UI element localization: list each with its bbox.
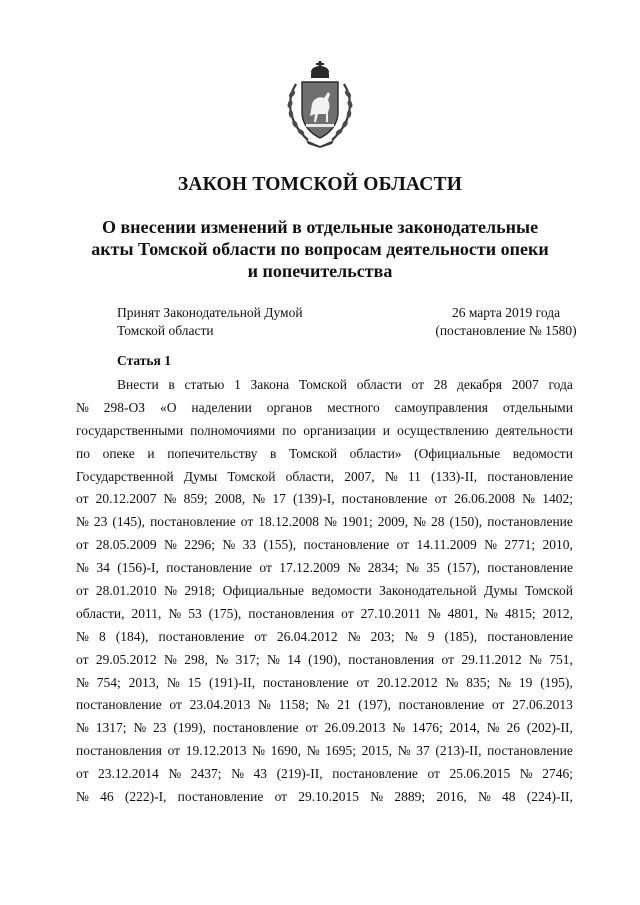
word: № [222, 537, 236, 553]
word: 46 [100, 789, 114, 805]
word: 2746; [542, 766, 573, 782]
word: постановление [398, 697, 485, 713]
word: полномочиями [190, 422, 276, 438]
article-body-line [76, 694, 573, 717]
subject-line: акты Томской области по вопросам деятельности опеки [91, 239, 549, 259]
article-body-line [76, 511, 573, 534]
word: 1402; [542, 491, 573, 507]
word: постановление [150, 514, 236, 530]
word: в [168, 377, 175, 392]
word: № [252, 491, 266, 507]
word: № [347, 560, 361, 576]
word: № [164, 583, 177, 599]
word: постановление [487, 628, 573, 644]
word: № [76, 560, 89, 576]
word: 298-ОЗ [103, 399, 146, 415]
word: № [163, 491, 177, 507]
word: самоуправления [394, 399, 488, 415]
article-body-line [76, 740, 573, 763]
word: 29.10.2015 [298, 789, 360, 805]
article-body-line [76, 603, 573, 626]
word: Законодательной [379, 583, 477, 599]
word: ведомости [311, 583, 372, 599]
word: 1 [234, 377, 241, 392]
subject-line: О внесении изменений в отдельные законодательные [101, 217, 539, 237]
word: 859; [183, 491, 208, 507]
word: от [491, 697, 505, 713]
word: (139)-I, [293, 491, 335, 507]
word: постановление [76, 697, 162, 713]
article-body-line [76, 397, 573, 420]
word: (224)-II, [526, 789, 573, 805]
word: 8 [98, 628, 106, 644]
word: 37 [416, 743, 430, 759]
word: Думы [183, 468, 218, 484]
word: 2889; [394, 789, 426, 805]
word: постановление [487, 468, 573, 484]
word: 1901; [341, 514, 373, 530]
word: от [254, 628, 267, 644]
word: 2437; [190, 766, 222, 782]
word: (190), [308, 651, 341, 667]
word: постановление [158, 628, 245, 644]
word: Томской [298, 377, 347, 392]
subject-line: и попечительства [247, 261, 393, 281]
word: области, [285, 468, 335, 484]
word: области, [76, 605, 125, 621]
word: области [356, 377, 402, 392]
word: 48 [502, 789, 516, 805]
word: 4815; [504, 605, 536, 621]
word: наделении [191, 399, 252, 415]
article-body-line [76, 672, 573, 695]
word: 17.12.2009 [279, 560, 341, 576]
word: № [258, 697, 271, 713]
word: 27.10.2011 [360, 605, 421, 621]
word: попечительству [167, 445, 258, 461]
word: 2012, [542, 605, 573, 621]
adoption-date [421, 304, 591, 340]
law-title: ЗАКОН ТОМСКОЙ ОБЛАСТИ [177, 174, 463, 195]
word: 21 [337, 697, 351, 713]
word: № [405, 560, 419, 576]
word: постановления [76, 743, 162, 759]
word: 2013, [128, 674, 159, 690]
word: № [427, 605, 441, 621]
word: 11 [407, 468, 421, 484]
word: отдельными [502, 399, 573, 415]
word: 2016, [436, 789, 467, 805]
word: (155), [263, 537, 297, 553]
word: постановление [166, 560, 252, 576]
word: № [384, 468, 398, 484]
word: 2015, [361, 743, 393, 759]
word: 26 [506, 720, 520, 736]
word: по [76, 445, 90, 461]
word: от [441, 651, 454, 667]
word: 754; [96, 674, 121, 690]
word: 2296; [184, 537, 216, 553]
word: постановление [262, 674, 349, 690]
word: (150), [449, 514, 483, 530]
word: № [522, 491, 536, 507]
word: «О [159, 399, 177, 415]
word: 2009, [377, 514, 409, 530]
word: по [282, 422, 297, 438]
word: 53 [188, 605, 202, 621]
word: 26.06.2008 [454, 491, 516, 507]
word: 298, [184, 651, 208, 667]
word: № [485, 605, 498, 621]
word: 1158; [278, 697, 309, 713]
word: 25.06.2015 [449, 766, 511, 782]
word: постановление [212, 720, 299, 736]
word: № [484, 537, 497, 553]
word: № [486, 720, 500, 736]
word: (219)-II, [276, 766, 323, 782]
word: статью [184, 377, 225, 392]
word: организации [303, 422, 376, 438]
article-body-line [76, 763, 573, 786]
article-body-line [76, 626, 573, 649]
word: № [133, 720, 147, 736]
word: 35 [426, 560, 440, 576]
word: № [252, 743, 266, 759]
word: Томской [227, 468, 276, 484]
word: 23.12.2014 [98, 766, 159, 782]
word: 20.12.2012 [376, 674, 438, 690]
word: от [274, 789, 288, 805]
word: № [231, 766, 244, 782]
word: 2834; [367, 560, 399, 576]
word: № [519, 766, 533, 782]
word: Томской [524, 583, 573, 599]
word: 1317; [95, 720, 127, 736]
word: Закона [250, 377, 290, 392]
adopted-by-line: Принят Законодательной Думой [117, 305, 303, 320]
word: (175), [208, 605, 242, 621]
word: № [324, 514, 337, 530]
word: № [164, 651, 177, 667]
word: декабря [456, 377, 503, 392]
word: постановление [303, 537, 390, 553]
resolution-number: (постановление № 1580) [435, 323, 577, 338]
word: 28 [431, 514, 445, 530]
word: 2007 [511, 377, 539, 392]
word: 19.12.2013 [185, 743, 247, 759]
word: № [370, 789, 384, 805]
word: органов [266, 399, 313, 415]
word: Государственной [76, 468, 174, 484]
word: Официальные [222, 583, 305, 599]
word: от [434, 491, 448, 507]
word: опеке [102, 445, 135, 461]
article-heading: Статья 1 [117, 353, 171, 368]
word: ведомости [512, 445, 573, 461]
adopted-by [117, 304, 377, 340]
word: № [404, 628, 418, 644]
word: деятельности [495, 422, 573, 438]
word: (157), [447, 560, 480, 576]
word: 17 [272, 491, 286, 507]
word: 14.11.2009 [416, 537, 477, 553]
word: постановление [341, 491, 428, 507]
word: постановление [487, 560, 573, 576]
word: государственными [76, 422, 184, 438]
word: 2011, [131, 605, 162, 621]
word: Томской [288, 445, 338, 461]
word: от [76, 651, 89, 667]
word: 751, [549, 651, 573, 667]
word: 2010, [542, 537, 573, 553]
word: 28 [433, 377, 448, 392]
word: 2771; [504, 537, 536, 553]
word: от [240, 514, 254, 530]
word: № [316, 697, 330, 713]
word: 23 [93, 514, 108, 530]
word: 1695; [325, 743, 357, 759]
word: 20.12.2007 [95, 491, 157, 507]
law-subject [60, 216, 580, 282]
word: № [76, 514, 89, 530]
word: (185), [444, 628, 478, 644]
word: 2918; [184, 583, 216, 599]
word: постановления [248, 605, 335, 621]
word: постановление [177, 789, 264, 805]
article-body-line [76, 557, 573, 580]
word: (213)-II, [435, 743, 482, 759]
word: (133)-II, [431, 468, 478, 484]
word: и [382, 422, 390, 438]
word: 1690, [270, 743, 302, 759]
word: 28.05.2009 [95, 537, 157, 553]
word: № [76, 789, 89, 805]
word: 835; [466, 674, 491, 690]
word: (197), [358, 697, 391, 713]
word: № [215, 651, 229, 667]
word: 26.09.2013 [324, 720, 386, 736]
word: постановления [348, 651, 435, 667]
word: (156)-I, [117, 560, 159, 576]
word: 2007, [344, 468, 375, 484]
word: местного [327, 399, 380, 415]
word: № [392, 720, 406, 736]
article-body-line [76, 786, 573, 809]
word: от [167, 743, 181, 759]
word: Думы [484, 583, 518, 599]
word: № [76, 720, 89, 736]
word: № [413, 514, 427, 530]
article-body-line [76, 649, 573, 672]
word: № [306, 743, 320, 759]
word: (202)-II, [526, 720, 573, 736]
word: в [270, 445, 277, 461]
word: № [477, 789, 491, 805]
word: № [76, 674, 89, 690]
word: от [76, 491, 89, 507]
word: от [76, 583, 89, 599]
word: 4801, [447, 605, 479, 621]
word: постановление [487, 514, 573, 530]
word: № [166, 674, 180, 690]
word: № [445, 674, 459, 690]
word: (195), [540, 674, 573, 690]
word: № [168, 605, 182, 621]
article-body-line [76, 420, 573, 443]
word: 33 [242, 537, 257, 553]
word: от [259, 560, 272, 576]
word: постановление [332, 766, 418, 782]
word: 29.05.2012 [95, 651, 157, 667]
word: 43 [253, 766, 268, 782]
word: года [548, 377, 573, 392]
adoption-date-line: 26 марта 2019 года [451, 305, 561, 320]
word: от [427, 766, 440, 782]
word: Внести [117, 377, 159, 392]
article-body-line [76, 580, 573, 603]
tomsk-coat-of-arms-icon [282, 60, 358, 148]
word: от [76, 537, 89, 553]
article-body-line [76, 466, 573, 489]
word: и [147, 445, 155, 461]
word: (145), [112, 514, 146, 530]
adopted-by-line: Томской области [117, 323, 214, 338]
word: 203; [370, 628, 395, 644]
word: от [411, 377, 425, 392]
article-body-line [76, 374, 573, 397]
word: № [397, 743, 411, 759]
word: 23.04.2013 [189, 697, 251, 713]
word: 27.06.2013 [512, 697, 573, 713]
article-body-line [76, 534, 573, 557]
word: от [76, 766, 89, 782]
word: 1476; [411, 720, 443, 736]
word: от [305, 720, 318, 736]
article-body-line [76, 443, 573, 466]
word: 14 [287, 651, 301, 667]
word: осуществлению [396, 422, 489, 438]
word: (191)-II, [208, 674, 256, 690]
word: № [76, 399, 89, 415]
word: (Официальные [414, 445, 501, 461]
word: (222)-I, [124, 789, 167, 805]
word: постановление [487, 743, 573, 759]
word: области» [349, 445, 402, 461]
word: № [76, 628, 89, 644]
word: 34 [96, 560, 110, 576]
word: (184), [115, 628, 149, 644]
word: № [529, 651, 542, 667]
word: 9 [427, 628, 435, 644]
word: 317; [235, 651, 260, 667]
word: от [356, 674, 369, 690]
word: от [341, 605, 354, 621]
word: от [169, 697, 182, 713]
word: 26.04.2012 [276, 628, 338, 644]
word: (199), [173, 720, 206, 736]
word: № [347, 628, 361, 644]
word: № [163, 537, 177, 553]
word: 2008, [214, 491, 246, 507]
word: от [396, 537, 410, 553]
article-body-line [76, 488, 573, 511]
word: № [498, 674, 511, 690]
word: 28.01.2010 [95, 583, 157, 599]
word: 29.11.2012 [461, 651, 522, 667]
word: 2014, [449, 720, 480, 736]
article-body [76, 374, 573, 809]
word: 23 [153, 720, 167, 736]
word: 15 [187, 674, 202, 690]
word: № [267, 651, 280, 667]
word: № [168, 766, 182, 782]
word: 18.12.2008 [258, 514, 320, 530]
article-body-line [76, 717, 573, 740]
word: 19 [518, 674, 533, 690]
